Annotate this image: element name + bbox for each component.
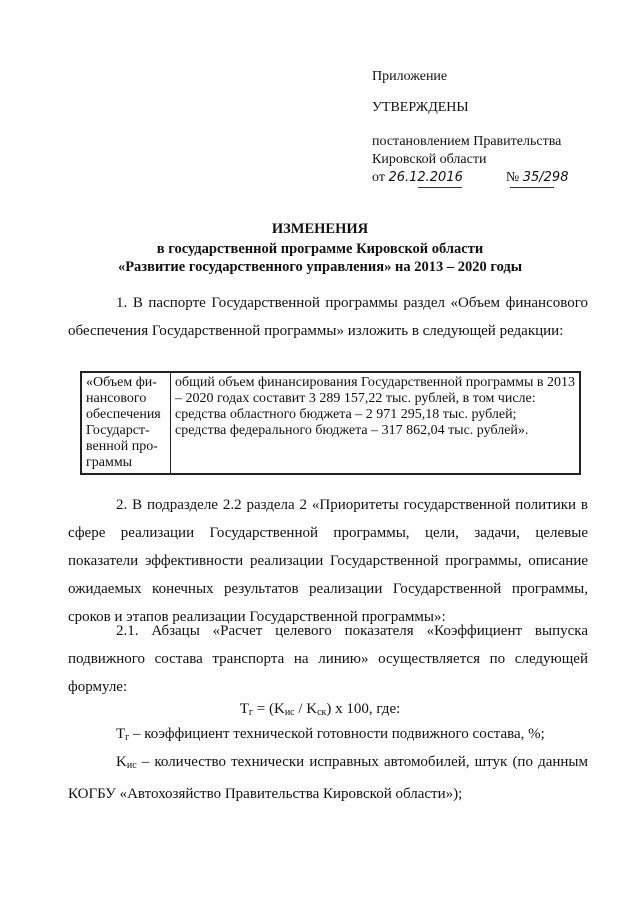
- value-line-regional: средства областного бюджета – 2 971 295,18 тыс. рублей;: [175, 407, 517, 422]
- document-subtitle-2: «Развитие государственного управления» на 2013 – 2020 годы: [117, 259, 523, 275]
- number-underline: [510, 187, 554, 188]
- approved-by-line2: Кировской области: [372, 152, 487, 167]
- label-line: обеспечения: [86, 407, 161, 422]
- document-title: ИЗМЕНЕНИЯ: [271, 221, 369, 237]
- number-label: №: [505, 170, 520, 185]
- date-underline: [418, 187, 462, 188]
- passport-table-wrapper: [80, 371, 581, 475]
- def2-sub: ис: [126, 760, 137, 771]
- paragraph-3: 2.1. Абзацы «Расчет целевого показателя «Коэффициент выпуска подвижного состава транспорта на линию» осуществляется по следующей формуле:: [68, 623, 588, 695]
- label-line: венной про-: [86, 439, 158, 454]
- table-cell-value: [171, 372, 581, 474]
- date-number-line: [372, 169, 568, 187]
- approved-by-line1: постановлением Правительства: [372, 134, 562, 149]
- formula-eq: = (K: [253, 701, 285, 717]
- passport-table: [80, 371, 581, 475]
- formula-k1-sub: ис: [284, 707, 295, 718]
- definition-kis: [68, 748, 588, 808]
- def2-text: – количество технически исправных автомобилей, штук (по данным КОГБУ «Автохозяйство Правительства Кировской области»);: [68, 754, 588, 802]
- formula-lhs-sub: г: [248, 707, 254, 718]
- formula-rest: ) x 100, где:: [326, 701, 401, 717]
- handwritten-date: 26.12.2016: [388, 170, 463, 185]
- value-line-federal: средства федерального бюджета – 317 862,04 тыс. рублей».: [175, 423, 529, 438]
- label-line: нансового: [86, 391, 147, 406]
- def1-text: – коэффициент технической готовности подвижного состава, %;: [129, 726, 545, 742]
- def1-symbol: T: [116, 726, 126, 742]
- formula-slash: / K: [294, 701, 318, 717]
- label-line: «Объем фи-: [86, 375, 157, 390]
- paragraph-2: 2. В подразделе 2.2 раздела 2 «Приоритеты государственной политики в сфере реализации Государственной программы, цели, задачи, целевые показатели эффективности реализации Государственной программы, описание ожидаемых конечных результатов реализации Государственной программы, сроков и этапов реализации Государственной программы»:: [68, 497, 588, 625]
- document-subtitle-1: в государственной программе Кировской области: [156, 241, 484, 257]
- handwritten-number: 35/298: [522, 170, 569, 185]
- def1-sub: г: [125, 732, 130, 743]
- approved-label: УТВЕРЖДЕНЫ: [372, 100, 469, 115]
- paragraph-1: 1. В паспорте Государственной программы раздел «Объем финансового обеспечения Государственной программы» изложить в следующей редакции:: [68, 295, 588, 339]
- formula-k2-sub: ск: [317, 707, 327, 718]
- from-label: от: [372, 170, 385, 185]
- value-line-total: общий объем финансирования Государственной программы в 2013 – 2020 годах составит 3 289 157,22 тыс. рублей, в том числе:: [175, 375, 575, 406]
- def2-symbol: K: [116, 754, 127, 770]
- formula-lhs: T: [239, 701, 249, 717]
- label-line: граммы: [86, 455, 133, 470]
- table-cell-label: [81, 372, 171, 474]
- label-line: Государст-: [86, 423, 150, 438]
- appendix-label: Приложение: [372, 69, 448, 84]
